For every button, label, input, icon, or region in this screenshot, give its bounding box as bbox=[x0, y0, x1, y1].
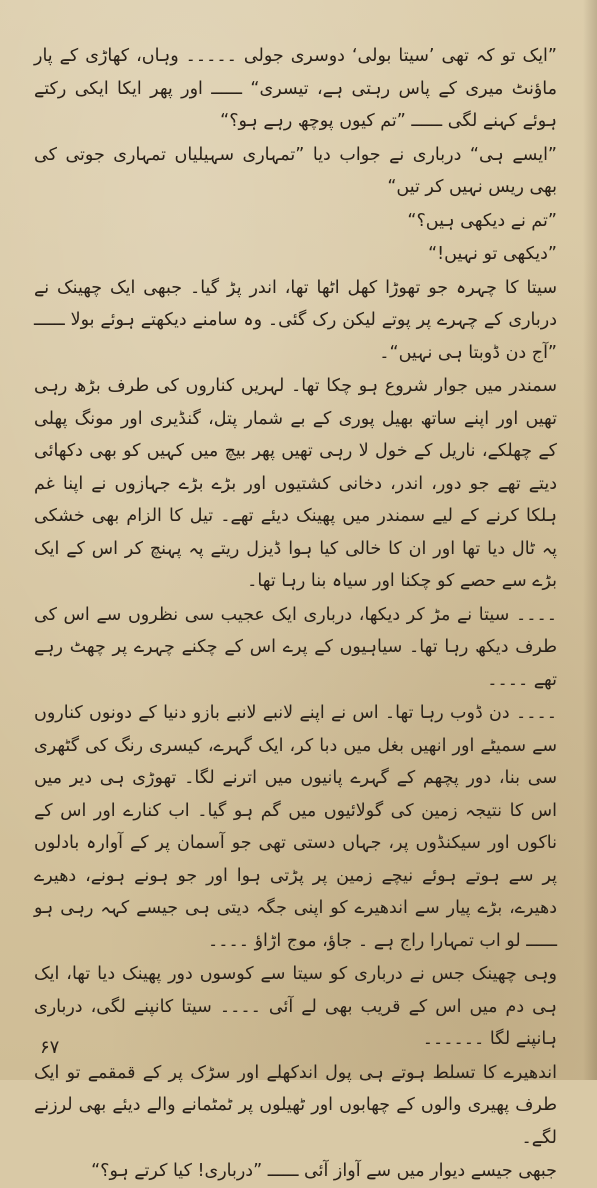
paragraph-7: ۔۔۔۔ سیتا نے مڑ کر دیکھا، درباری ایک عجیب سی نظروں سے اس کی طرف دیکھ رہا تھا۔ سیاہیوں کے پرے اس کے چکنے چہرے پر چھٹ رہے تھے ۔۔۔۔ bbox=[34, 604, 557, 690]
paragraph-2: ”ایسے ہی“ درباری نے جواب دیا ”تمہاری سہیلیاں تمہاری جوتی کی بھی ریس نہیں کر تیں“ bbox=[34, 144, 557, 197]
paragraph-5: سیتا کا چہرہ جو تھوڑا کھل اٹھا تھا، اندر پڑ گیا۔ جبھی ایک چھینک نے درباری کے چہرے پر پوتے لیکن رک گئی۔ وہ سامنے دیکھتے ہوئے بولا ــــــ ”آج دن ڈوبتا ہی نہیں“۔ bbox=[34, 277, 557, 363]
paragraph-8: ۔۔۔۔ دن ڈوب رہا تھا۔ اس نے اپنے لانبے لانبے بازو دنیا کے دونوں کناروں سے سمیٹے اور انھیں بغل میں دبا کر، ایک گہرے، کیسری رنگ کی گٹھری سی بنا، دور پچھم کے گہرے پانیوں میں اترنے لگا۔ تھوڑی ہی دیر میں اس کا نتیجہ زمین کی گولائیوں میں گم ہو گیا۔ اب کنارے اور اس کے ناکوں اور سیکنڈوں پر، جہاں دستی تھی جو آسمان پر کے آوارہ بادلوں پر سے ہوتے ہوئے نیچے زمین پر پڑتی ہوا اور جو ہونے ہونے، دھیرے دھیرے، بڑے پیار سے اندھیرے کو اپنی جگہ دیتی ہی جیسے کہہ رہی ہو ــــــ لو اب تمہارا راج ہے ۔ جاؤ، موج اڑاؤ ۔۔۔۔ bbox=[34, 703, 557, 951]
page-edge-shadow bbox=[583, 0, 597, 1080]
paragraph-1: ”ایک تو کہ تھی ’سیتا بولی‘ دوسری جولی ۔۔۔۔۔ وہاں، کھاڑی کے پار ماؤنٹ میری کے پاس رہتی ہے، تیسری“ ــــــ اور پھر ایکا ایکی رکتے ہوئے کہنے لگی ــــــ ”تم کیوں پوچھ رہے ہو؟“ bbox=[34, 46, 557, 131]
paragraph-6: سمندر میں جوار شروع ہو چکا تھا۔ لہریں کناروں کی طرف بڑھ رہی تھیں اور اپنے ساتھ بھیل پوری کے بے شمار پتل، گنڈیری اور مونگ پھلی کے چھلکے، ناریل کے خول لا رہی تھیں پھر بیچ میں کہیں کو بھی دکھائی دیتے تھے جو دور، اندر، دخانی کشتیوں اور بڑے بڑے جہازوں نے اپنا غم ہلکا کرنے کے لیے سمندر میں پھینک دیئے تھے۔ تیل کا الزام بھی خشکی پہ ٹال دیا تھا اور ان کا خالی کیا ہوا ڈیزل ریتے پہ پہنچ کر اس کے ایک بڑے سے حصے کو چکنا اور سیاہ بنا رہا تھا۔ bbox=[34, 376, 557, 591]
paragraph-9: وہی چھینک جس نے درباری کو سیتا سے کوسوں دور پھینک دیا تھا، ایک ہی دم میں اس کے قریب بھی لے آئی ۔۔۔۔ سیتا کانپنے لگی، درباری ہانپنے لگا ۔۔۔۔۔۔ bbox=[34, 964, 557, 1049]
paragraph-3: ”تم نے دیکھی ہیں؟“ bbox=[407, 210, 557, 231]
paragraph-10: اندھیرے کا تسلط ہوتے ہی پول اندکھلے اور سڑک پر کے قمقمے تو ایک طرف پھیری والوں کے چھابوں اور ٹھیلوں پر ٹمٹمانے والے دیئے بھی لرزنے لگے۔ bbox=[34, 1062, 557, 1148]
page-number: ۶۷ bbox=[40, 1037, 60, 1058]
paragraph-11: جبھی جیسے دیوار میں سے آواز آئی ــــــ ”درباری! کیا کرتے ہو؟“ bbox=[91, 1161, 557, 1181]
paragraph-4: ”دیکھی تو نہیں!“ bbox=[428, 244, 557, 264]
